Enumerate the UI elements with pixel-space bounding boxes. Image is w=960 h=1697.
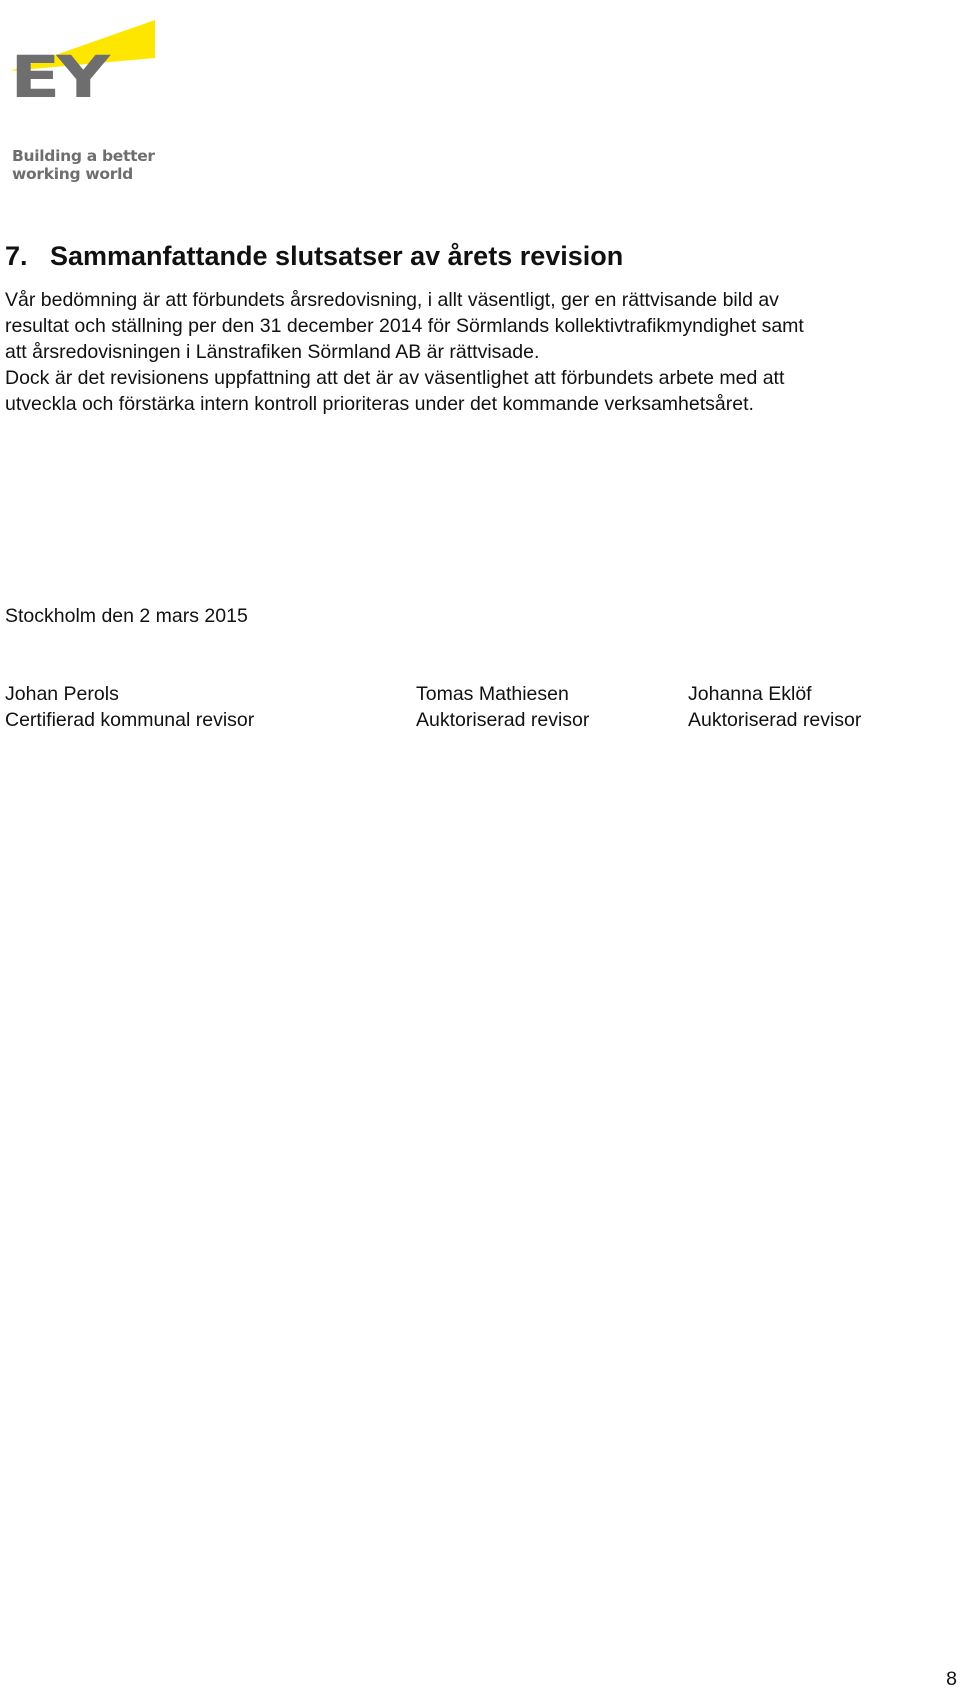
paragraph-line: att årsredovisningen i Länstrafiken Sörmland AB är rättvisade. (5, 341, 540, 363)
signatory-title: Auktoriserad revisor (688, 709, 862, 731)
paragraph-line: utveckla och förstärka intern kontroll prioriteras under det kommande verksamhetsåret. (5, 393, 754, 415)
place-and-date: Stockholm den 2 mars 2015 (5, 605, 248, 627)
ey-logo-mark (8, 16, 158, 136)
paragraph-line: Vår bedömning är att förbundets årsredovisning, i allt väsentligt, ger en rättvisande bild av (5, 289, 779, 311)
section-heading (5, 236, 623, 276)
logo-tagline-line-1: Building a better (12, 147, 155, 165)
page-number: 8 (946, 1668, 957, 1690)
logo-tagline (12, 147, 162, 183)
section-number: 7. (5, 241, 28, 271)
ey-logo (8, 16, 158, 191)
signatory-name: Johanna Eklöf (688, 683, 812, 705)
signatory-name: Tomas Mathiesen (416, 683, 569, 705)
logo-tagline-line-2: working world (12, 165, 133, 183)
signatory-3 (688, 681, 861, 733)
signatory-title: Certifierad kommunal revisor (5, 709, 255, 731)
signatory-1 (5, 681, 254, 733)
signatory-name: Johan Perols (5, 683, 119, 705)
conclusion-paragraph (5, 287, 955, 417)
section-title: Sammanfattande slutsatser av årets revision (50, 241, 624, 271)
signatory-title: Auktoriserad revisor (416, 709, 590, 731)
paragraph-line: Dock är det revisionens uppfattning att det är av väsentlighet att förbundets arbete med att (5, 367, 785, 389)
signatory-2 (416, 681, 589, 733)
paragraph-line: resultat och ställning per den 31 december 2014 för Sörmlands kollektivtrafikmyndighet samt (5, 315, 804, 337)
logo-wordmark: EY (10, 43, 107, 112)
